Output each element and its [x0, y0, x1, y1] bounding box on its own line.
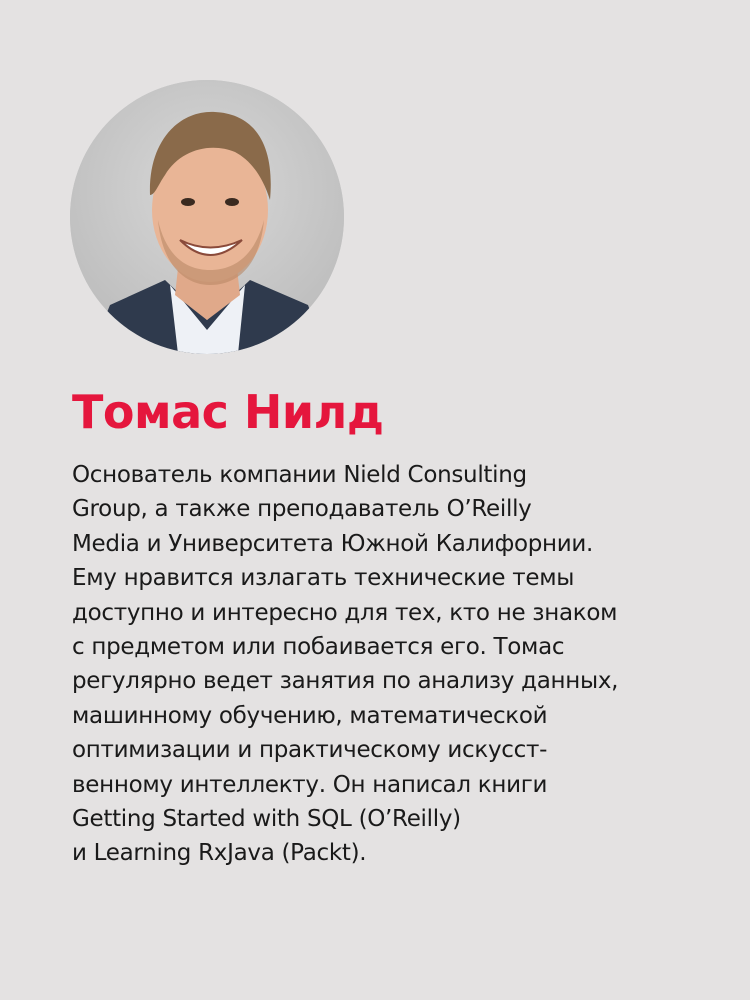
- author-name: Томас Нилд: [72, 385, 384, 439]
- bio-line: Media и Университета Южной Калифорнии.: [72, 530, 594, 557]
- bio-line: Getting Started with SQL (O’Reilly): [72, 806, 461, 833]
- bio-line: и Learning RxJava (Packt).: [72, 840, 367, 867]
- bio-line: регулярно ведет занятия по анализу данных,: [72, 668, 619, 695]
- bio-line: доступно и интересно для тех, кто не знаком: [72, 599, 618, 626]
- bio-line: Основатель компании Nield Consulting: [72, 462, 527, 488]
- author-bio: [72, 458, 712, 871]
- bio-line: машинному обучению, математической: [72, 702, 548, 729]
- author-photo: [70, 80, 344, 354]
- bio-line: Ему нравится излагать технические темы: [72, 565, 575, 592]
- bio-line: с предметом или побаивается его. Томас: [72, 634, 565, 661]
- bio-line: венному интеллекту. Он написал книги: [72, 771, 548, 798]
- bio-line: оптимизации и практическому искусст-: [72, 737, 548, 764]
- bio-line: Group, а также преподаватель O’Reilly: [72, 496, 532, 523]
- portrait-icon: [70, 80, 344, 354]
